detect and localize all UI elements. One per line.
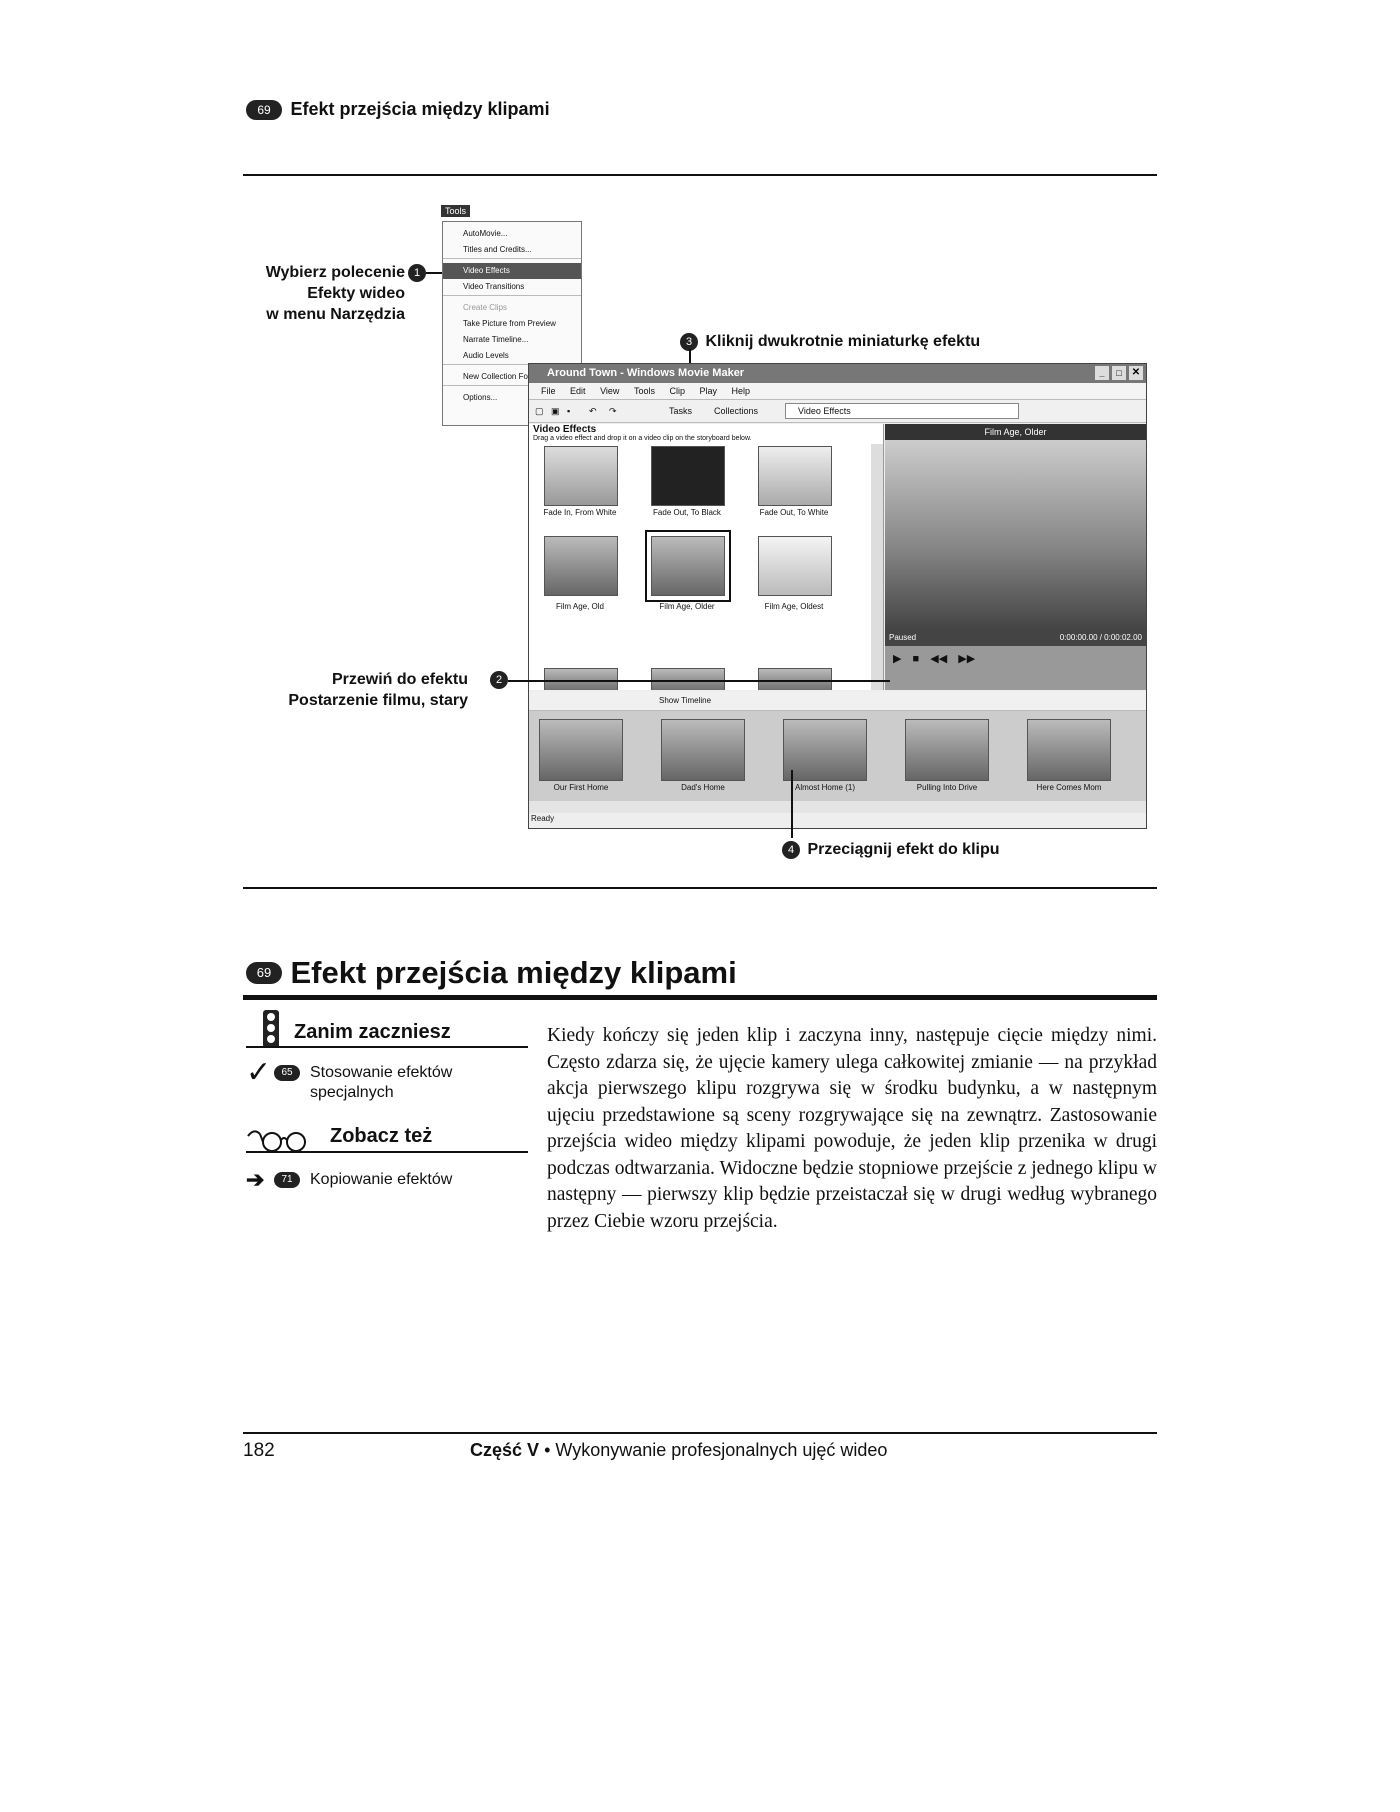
effect-thumb-row-3[interactable]: [758, 668, 832, 690]
callout-1: [230, 262, 405, 325]
header-badge: 69: [246, 100, 282, 120]
menu-clip[interactable]: Clip: [669, 386, 685, 396]
movie-maker-window: [528, 363, 1147, 829]
tools-menu-title[interactable]: Tools: [441, 205, 470, 217]
stop-icon[interactable]: ■: [912, 653, 920, 665]
see-link[interactable]: Kopiowanie efektów: [310, 1171, 453, 1188]
storyboard-clip[interactable]: [1027, 719, 1111, 781]
menu-item-video-transitions[interactable]: Video Transitions: [443, 279, 581, 296]
effect-label: Fade Out, To Black: [653, 508, 721, 517]
rewind-icon[interactable]: ◀◀: [930, 653, 948, 665]
collections-dropdown[interactable]: Video Effects: [785, 403, 1019, 419]
menu-item-video-effects[interactable]: Video Effects: [443, 263, 581, 279]
effect-thumb-row-3[interactable]: [651, 668, 725, 690]
effects-pane: [529, 424, 884, 690]
arrow-right-icon: ➔: [246, 1167, 265, 1192]
callout-4-number: 4: [782, 841, 800, 859]
traffic-light-icon: [263, 1010, 279, 1048]
clip-label: Here Comes Mom: [1036, 783, 1102, 792]
callout-4-leader: [791, 770, 793, 838]
storyboard-clip[interactable]: [783, 719, 867, 781]
close-icon[interactable]: ✕: [1129, 366, 1143, 380]
status-bar: Ready: [531, 814, 555, 823]
collections-button[interactable]: Collections: [714, 406, 759, 416]
effect-label: Film Age, Oldest: [764, 602, 824, 611]
open-icon[interactable]: ▣: [551, 406, 560, 416]
effect-label: Film Age, Old: [555, 602, 604, 611]
menu-item-create-clips[interactable]: Create Clips: [463, 303, 508, 312]
menu-item-take-picture[interactable]: Take Picture from Preview: [463, 319, 556, 328]
footer-bullet: •: [544, 1440, 551, 1460]
save-icon[interactable]: ▪: [567, 406, 571, 416]
callout-1-line-2: Efekty wideo: [307, 285, 405, 302]
preview-monitor: [885, 424, 1146, 690]
clip-label: Our First Home: [553, 783, 609, 792]
menu-help[interactable]: Help: [731, 386, 751, 396]
section-heading: [246, 955, 737, 995]
effect-thumb-film-age-old[interactable]: [544, 536, 618, 596]
callout-2-number: 2: [490, 671, 508, 689]
checkmark-icon: ✓: [246, 1056, 272, 1089]
effects-pane-title: Video Effects: [533, 424, 597, 435]
preview-title: Film Age, Older: [885, 424, 1146, 440]
callout-4: [782, 839, 1000, 860]
callout-2-line-1: Przewiń do efektu: [331, 671, 468, 688]
header-title: Efekt przejścia między klipami: [290, 99, 550, 119]
callout-1-line-3: w menu Narzędzia: [266, 306, 405, 323]
see-rule: [246, 1151, 528, 1153]
undo-icon[interactable]: ↶: [589, 406, 597, 416]
callout-2-leader: [508, 680, 890, 682]
callout-1-line-1: Wybierz polecenie: [265, 264, 405, 281]
menu-play[interactable]: Play: [699, 386, 718, 396]
footer-subtitle: Wykonywanie profesjonalnych ujęć wideo: [555, 1440, 888, 1460]
clip-label: Almost Home (1): [794, 783, 855, 792]
maximize-icon[interactable]: □: [1112, 366, 1126, 380]
menu-bar: [529, 383, 1146, 400]
tasks-button[interactable]: Tasks: [669, 406, 693, 416]
menu-item-narrate[interactable]: Narrate Timeline...: [463, 335, 529, 344]
effect-thumb-row-3[interactable]: [544, 668, 618, 690]
callout-3: [680, 331, 980, 352]
storyboard-clip[interactable]: [539, 719, 623, 781]
preview-image: [885, 440, 1146, 630]
effect-thumb-fade-in-white[interactable]: [544, 446, 618, 506]
window-title: Around Town - Windows Movie Maker: [547, 367, 745, 379]
section-badge: 69: [246, 962, 282, 984]
before-link[interactable]: Stosowanie efektów specjalnych: [310, 1064, 453, 1101]
effect-label: Fade In, From White: [543, 508, 617, 517]
effect-thumb-film-age-older[interactable]: [651, 536, 725, 596]
toolbar: [529, 400, 1146, 423]
footer-rule: [243, 1432, 1157, 1434]
menu-edit[interactable]: Edit: [570, 386, 586, 396]
before-badge: 65: [274, 1065, 300, 1081]
effect-label-selected: Film Age, Older: [659, 602, 715, 611]
storyboard-scrollbar[interactable]: [529, 801, 1146, 813]
section-rule: [243, 995, 1157, 1000]
preview-status-bar: [885, 630, 1146, 646]
clip-label: Dad's Home: [681, 783, 725, 792]
effect-thumb-fade-out-black[interactable]: [651, 446, 725, 506]
menu-view[interactable]: View: [600, 386, 620, 396]
preview-status: Paused: [889, 633, 917, 642]
footer-caption: [470, 1440, 887, 1461]
before-rule: [246, 1046, 528, 1048]
footer-part: Część V: [470, 1440, 540, 1460]
minimize-icon[interactable]: _: [1095, 366, 1109, 380]
callout-4-text: Przeciągnij efekt do klipu: [807, 841, 1000, 858]
menu-tools[interactable]: Tools: [633, 386, 655, 396]
menu-item-audio-levels[interactable]: Audio Levels: [443, 348, 581, 365]
new-icon[interactable]: ▢: [535, 406, 544, 416]
storyboard-clip[interactable]: [905, 719, 989, 781]
window-title-bar: [529, 364, 1146, 383]
menu-item-options[interactable]: Options...: [463, 393, 498, 402]
menu-item-titles[interactable]: Titles and Credits...: [443, 242, 581, 259]
running-header: [246, 99, 550, 123]
show-timeline-button[interactable]: Show Timeline: [659, 696, 712, 705]
section-title: Efekt przejścia między klipami: [290, 955, 737, 990]
storyboard-toolbar: [529, 692, 1146, 711]
menu-file[interactable]: File: [541, 386, 556, 396]
see-title: Zobacz też: [330, 1125, 433, 1147]
menu-item-new-collection[interactable]: New Collection Fo: [443, 369, 581, 386]
preview-time: 0:00:00.00 / 0:00:02.00: [1059, 633, 1142, 642]
menu-item-automovie[interactable]: AutoMovie...: [463, 229, 508, 238]
effect-thumb-film-age-oldest[interactable]: [758, 536, 832, 596]
header-rule: [243, 174, 1157, 176]
callout-3-text: Kliknij dwukrotnie miniaturkę efektu: [705, 333, 981, 350]
body-paragraph: Kiedy kończy się jeden klip i zaczyna inny, następuje cięcie między nimi. Często zdarza się, że ujęcie kamery ulega całkowitej zmianie — na przykład akcja pierwszego klipu rozgrywa się w środku budynku, a w następnym ujęciu przedstawione są sceny rozgrywające się na zewnątrz. Zastosowanie przejścia wideo między klipami powoduje, że jeden klip przenika w drugi podczas odtwarzania. Widoczne będzie stopniowe przejście z jednego klipu w następny — pierwszy klip będzie przeistaczał się w drugi według wybranego przez Ciebie wzoru przejścia.: [547, 1025, 1157, 1232]
callout-2-line-2: Postarzenie filmu, stary: [288, 692, 468, 709]
effect-thumb-fade-out-white[interactable]: [758, 446, 832, 506]
playback-controls: [885, 646, 1146, 671]
forward-icon[interactable]: ▶▶: [958, 653, 976, 665]
effects-scrollbar[interactable]: [871, 444, 883, 690]
effect-label: Fade Out, To White: [759, 508, 829, 517]
figure-bottom-rule: [243, 887, 1157, 889]
before-title: Zanim zaczniesz: [294, 1021, 451, 1043]
glasses-icon: [246, 1126, 326, 1154]
effects-pane-hint: Drag a video effect and drop it on a video clip on the storyboard below.: [533, 435, 752, 442]
callout-1-number: 1: [408, 264, 426, 282]
page-number: 182: [243, 1440, 275, 1461]
see-badge: 71: [274, 1172, 300, 1188]
callout-2: [270, 669, 490, 711]
storyboard-clip[interactable]: [661, 719, 745, 781]
storyboard: [529, 711, 1146, 801]
redo-icon[interactable]: ↷: [609, 406, 617, 416]
clip-label: Pulling Into Drive: [916, 783, 978, 792]
callout-3-number: 3: [680, 333, 698, 351]
play-icon[interactable]: ▶: [893, 653, 902, 665]
